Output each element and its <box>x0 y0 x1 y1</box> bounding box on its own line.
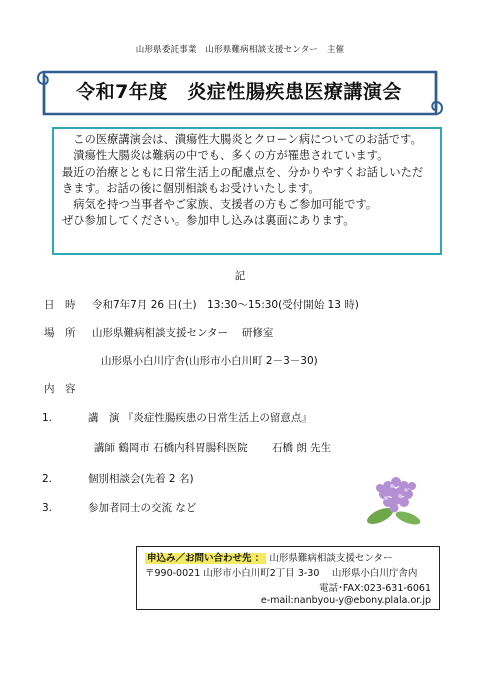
contact-postal: 〒990-0021 山形市小白川町2丁目 3-30 山形県小白川庁舎内 <box>145 568 418 579</box>
item-number: 1. <box>42 412 53 424</box>
place-row <box>44 325 273 340</box>
intro-box <box>52 127 442 255</box>
ki-heading: 記 <box>234 270 246 282</box>
contact-org: 山形県難病相談支援センター <box>269 553 393 564</box>
date-label: 日 時 <box>44 299 76 311</box>
place-label: 場 所 <box>44 327 76 339</box>
intro-paragraph: 最近の治療とともに日常生活上の配慮点を、分かりやすくお話しいただきます。お話の後に個別相談もお受けいたします。 <box>62 165 424 195</box>
item-text: 講 演 『炎症性腸疾患の日常生活上の留意点』 <box>88 412 312 424</box>
intro-paragraph: ぜひ参加してください。参加申し込みは裏面にあります。 <box>62 214 355 228</box>
intro-paragraph: 潰瘍性大腸炎は難病の中でも、多くの方が罹患されています。 <box>62 149 389 163</box>
item-number: 3. <box>42 502 53 514</box>
contact-heading-line <box>145 550 392 564</box>
page-title: 令和7年度 炎症性腸疾患医療講演会 <box>76 81 402 103</box>
date-value: 令和7年7月 26 日(土) 13:30～15:30(受付開始 13 時) <box>92 299 359 311</box>
content-item <box>42 500 196 515</box>
lecturer-line: 講師 鶴岡市 石橋内科胃腸科医院 石橋 朗 先生 <box>94 442 332 454</box>
contact-box <box>136 546 440 610</box>
lilac-flower-icon <box>358 472 428 528</box>
contact-heading: 申込み／お問い合わせ先 ： <box>147 553 265 564</box>
organizer-line: 山形県委託事業 山形県難病相談支援センター 主催 <box>135 45 345 55</box>
date-row <box>44 297 359 312</box>
place-address: 山形県小白川庁舎(山形市小白川町 2－3－30) <box>101 355 318 367</box>
content-label: 内 容 <box>44 383 76 395</box>
contact-phone: 電話･FAX:023-631-6061 <box>319 583 431 594</box>
item-text: 参加者同士の交流 など <box>88 502 197 514</box>
contact-email[interactable]: e-mail:nanbyou-y@ebony.plala.or.jp <box>260 595 431 606</box>
content-item <box>42 410 312 425</box>
place-value: 山形県難病相談支援センター 研修室 <box>92 327 274 339</box>
intro-paragraph: この医療講演会は、潰瘍性大腸炎とクローン病についてのお話です。 <box>62 133 422 146</box>
content-item <box>42 471 194 486</box>
title-banner <box>34 64 444 124</box>
item-number: 2. <box>42 473 53 485</box>
intro-paragraph: 病気を持つ当事者やご家族、支援者の方もご参加可能です。 <box>62 198 378 212</box>
item-text: 個別相談会(先着 2 名) <box>88 473 194 485</box>
